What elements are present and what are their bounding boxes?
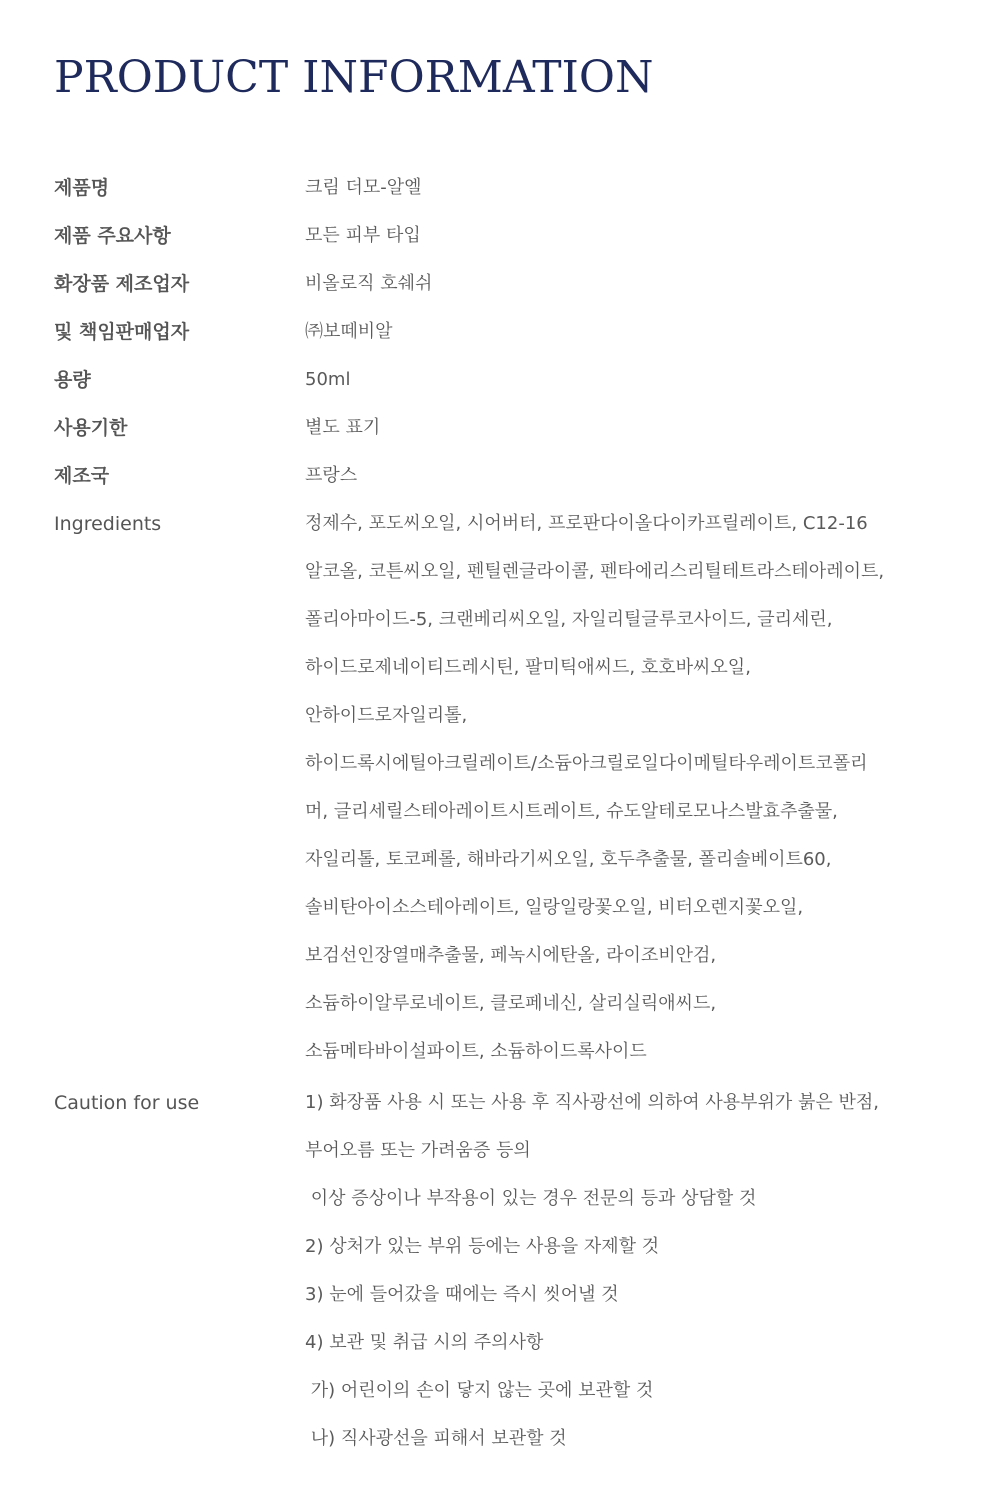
manufacturer-label: 화장품 제조업자 xyxy=(54,273,190,295)
product-details-row xyxy=(54,212,954,260)
expiry-value: 별도 표기 xyxy=(305,417,381,438)
expiry-label: 사용기한 xyxy=(54,417,128,439)
origin-value: 프랑스 xyxy=(305,465,358,486)
caution-label: Caution for use xyxy=(54,1092,200,1114)
ingredients-list xyxy=(305,500,954,1076)
caution-line: 3) 눈에 들어갔을 때에는 즉시 씻어낼 것 xyxy=(305,1284,619,1305)
caution-line: 2) 상처가 있는 부위 등에는 사용을 자제할 것 xyxy=(305,1236,660,1257)
ingredients-line: 하이드로제네이티드레시틴, 팔미틱애씨드, 호호바씨오일, xyxy=(305,657,751,678)
manufacturer-row xyxy=(54,260,954,308)
product-name-row xyxy=(54,164,954,212)
caution-line: 1) 화장품 사용 시 또는 사용 후 직사광선에 의하여 사용부위가 붉은 반점, xyxy=(305,1092,879,1113)
ingredients-row xyxy=(54,500,954,1076)
expiry-row xyxy=(54,404,954,452)
page-title: PRODUCT INFORMATION xyxy=(54,52,654,103)
product-name-label: 제품명 xyxy=(54,177,110,199)
volume-label: 용량 xyxy=(54,369,91,391)
ingredients-line: 소듐하이알루로네이트, 클로페네신, 살리실릭애씨드, xyxy=(305,993,717,1014)
ingredients-line: 폴리아마이드-5, 크랜베리씨오일, 자일리틸글루코사이드, 글리세린, xyxy=(305,609,833,630)
seller-value: ㈜보떼비알 xyxy=(305,321,393,342)
product-name-value: 크림 더모-알엘 xyxy=(305,177,422,198)
product-details-value: 모든 피부 타입 xyxy=(305,225,421,246)
origin-label: 제조국 xyxy=(54,465,110,487)
caution-line: 이상 증상이나 부작용이 있는 경우 전문의 등과 상담할 것 xyxy=(305,1188,757,1209)
caution-list xyxy=(305,1079,954,1463)
ingredients-line: 솔비탄아이소스테아레이트, 일랑일랑꽃오일, 비터오렌지꽃오일, xyxy=(305,897,804,918)
ingredients-line: 안하이드로자일리톨, xyxy=(305,705,468,726)
ingredients-line: 정제수, 포도씨오일, 시어버터, 프로판다이올다이카프릴레이트, C12-16 xyxy=(305,513,868,534)
seller-row xyxy=(54,308,954,356)
caution-line: 부어오름 또는 가려움증 등의 xyxy=(305,1140,531,1161)
caution-line: 가) 어린이의 손이 닿지 않는 곳에 보관할 것 xyxy=(305,1380,654,1401)
caution-line: 나) 직사광선을 피해서 보관할 것 xyxy=(305,1428,567,1449)
ingredients-line: 보검선인장열매추출물, 페녹시에탄올, 라이조비안검, xyxy=(305,945,717,966)
caution-line: 4) 보관 및 취급 시의 주의사항 xyxy=(305,1332,544,1353)
ingredients-line: 알코올, 코튼씨오일, 펜틸렌글라이콜, 펜타에리스리틸테트라스테아레이트, xyxy=(305,561,885,582)
ingredients-line: 소듐메타바이설파이트, 소듐하이드록사이드 xyxy=(305,1041,647,1062)
ingredients-line: 자일리톨, 토코페롤, 해바라기씨오일, 호두추출물, 폴리솔베이트60, xyxy=(305,849,832,870)
seller-label: 및 책임판매업자 xyxy=(54,321,190,343)
volume-value: 50ml xyxy=(305,369,351,390)
volume-row xyxy=(54,356,954,404)
manufacturer-value: 비올로직 호쉐쉬 xyxy=(305,273,433,294)
caution-row xyxy=(54,1079,954,1463)
product-info-table xyxy=(54,164,954,1463)
ingredients-line: 하이드록시에틸아크릴레이트/소듐아크릴로일다이메틸타우레이트코폴리 xyxy=(305,753,868,774)
product-details-label: 제품 주요사항 xyxy=(54,225,171,247)
ingredients-label: Ingredients xyxy=(54,513,162,535)
origin-row xyxy=(54,452,954,500)
ingredients-line: 머, 글리세릴스테아레이트시트레이트, 슈도알테로모나스발효추출물, xyxy=(305,801,838,822)
